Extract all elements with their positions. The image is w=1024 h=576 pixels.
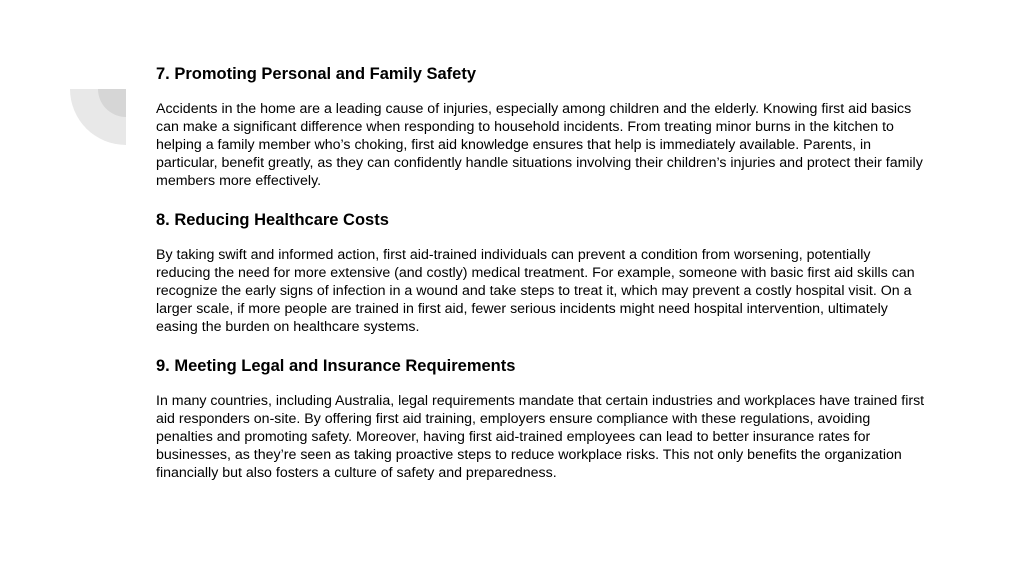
section-healthcare-costs xyxy=(156,210,928,336)
section-heading: 8. Reducing Healthcare Costs xyxy=(156,211,389,229)
section-personal-family-safety xyxy=(156,64,928,190)
section-heading: 7. Promoting Personal and Family Safety xyxy=(156,65,477,83)
section-paragraph: In many countries, including Australia, legal requirements mandate that certain industries and workplaces have trained first aid responders on-site. By offering first aid training, employers ensure compliance with these regulations, avoiding penalties and promoting safety. Moreover, having first aid-trained employees can lead to better insurance rates for businesses, as they’re seen as taking proactive steps to reduce workplace risks. This not only benefits the organization financially but also fosters a culture of safety and preparedness. xyxy=(156,393,925,481)
section-heading: 9. Meeting Legal and Insurance Requirements xyxy=(156,357,516,375)
section-paragraph: By taking swift and informed action, first aid-trained individuals can prevent a condition from worsening, potentially reducing the need for more extensive (and costly) medical treatment. For example, someone with basic first aid skills can recognize the early signs of infection in a wound and take steps to treat it, which may prevent a costly hospital visit. On a larger scale, if more people are trained in first aid, fewer serious incidents might need hospital intervention, ultimately easing the burden on healthcare systems. xyxy=(156,247,915,335)
quarter-circle-decoration xyxy=(70,89,126,145)
section-paragraph: Accidents in the home are a leading cause of injuries, especially among children and the elderly. Knowing first aid basics can make a significant difference when responding to household incidents. From treating minor burns in the kitchen to helping a family member who’s choking, first aid knowledge ensures that help is immediately available. Parents, in particular, benefit greatly, as they can confidently handle situations involving their children’s injuries and protect their family members more effectively. xyxy=(156,101,923,189)
section-legal-insurance xyxy=(156,356,928,482)
document-content xyxy=(156,64,928,502)
